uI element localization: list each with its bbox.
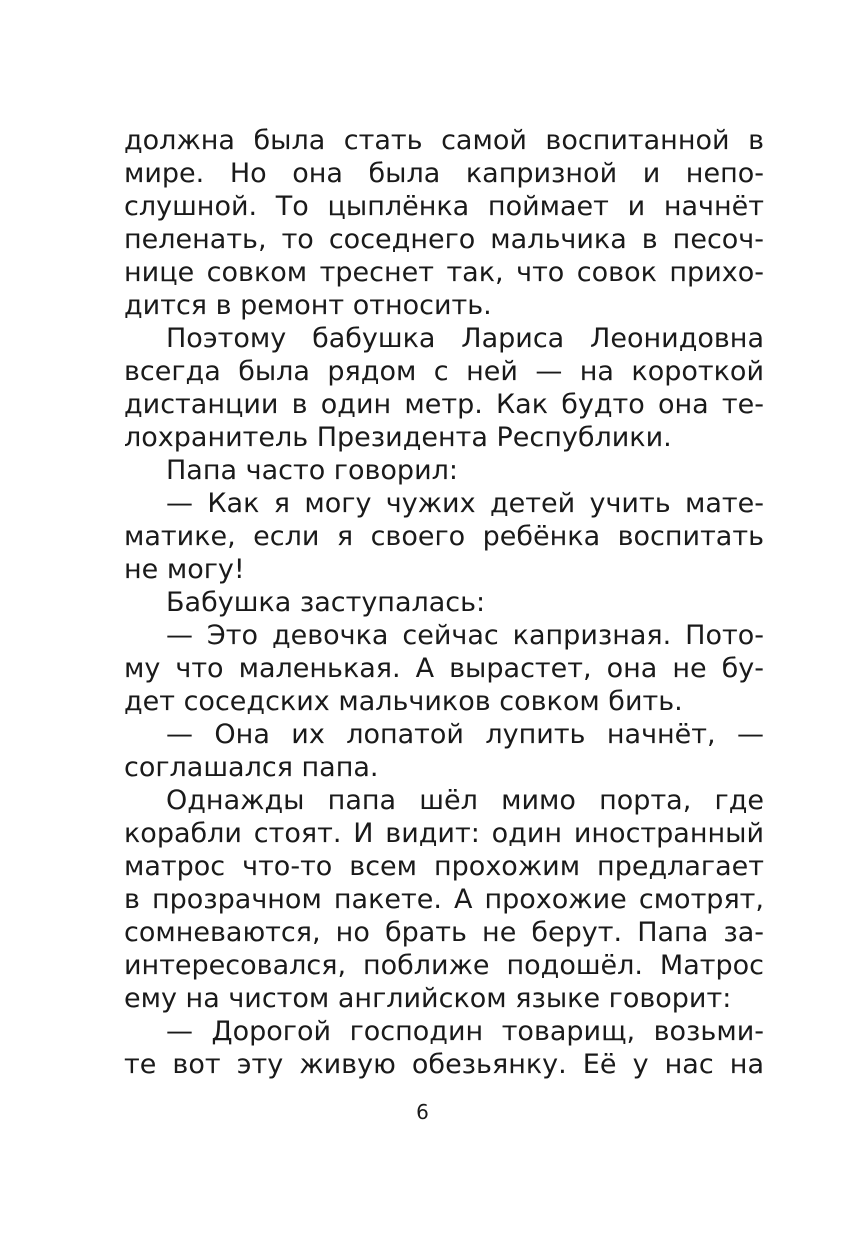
text-line: мире. Но она была капризной и непо- [124, 158, 764, 189]
text-line: Однажды папа шёл мимо порта, где [166, 785, 764, 816]
text-line: нице совком треснет так, что совок прихо- [124, 257, 764, 288]
text-line: должна была стать самой воспитанной в [124, 125, 764, 156]
text-line: не могу! [124, 554, 245, 585]
text-line: интересовался, поближе подошёл. Матрос [124, 950, 764, 981]
text-line: — Как я могу чужих детей учить мате- [166, 488, 764, 519]
text-line: ему на чистом английском языке говорит: [124, 983, 732, 1014]
text-line: сомневаются, но брать не берут. Папа за- [124, 917, 764, 948]
text-line: Бабушка заступалась: [166, 587, 486, 618]
text-line: Поэтому бабушка Лариса Леонидовна [166, 323, 764, 354]
text-line: те вот эту живую обезьянку. Её у нас на [124, 1049, 764, 1080]
text-line: матике, если я своего ребёнка воспитать [124, 521, 764, 552]
page-number: 6 [416, 1100, 429, 1124]
text-line: лохранитель Президента Республики. [124, 422, 672, 453]
text-line: корабли стоят. И видит: один иностранный [124, 818, 764, 849]
text-line: дет соседских мальчиков совком бить. [124, 686, 683, 717]
text-line: му что маленькая. А вырастет, она не бу- [124, 653, 764, 684]
text-line: в прозрачном пакете. А прохожие смотрят, [124, 884, 764, 915]
text-line: — Дорогой господин товарищ, возьми- [166, 1016, 764, 1047]
text-line: дится в ремонт относить. [124, 290, 492, 321]
text-line: Папа часто говорил: [166, 455, 458, 486]
text-line: соглашался папа. [124, 752, 379, 783]
body-text [124, 124, 764, 1081]
text-line: всегда была рядом с ней — на короткой [124, 356, 764, 387]
text-line: дистанции в один метр. Как будто она те- [124, 389, 764, 420]
text-line: матрос что-то всем прохожим предлагает [124, 851, 764, 882]
text-line: — Она их лопатой лупить начнёт, — [166, 719, 764, 750]
text-line: пеленать, то соседнего мальчика в песоч- [124, 224, 764, 255]
text-line: слушной. То цыплёнка поймает и начнёт [124, 191, 764, 222]
text-line: — Это девочка сейчас капризная. Пото- [166, 620, 764, 651]
